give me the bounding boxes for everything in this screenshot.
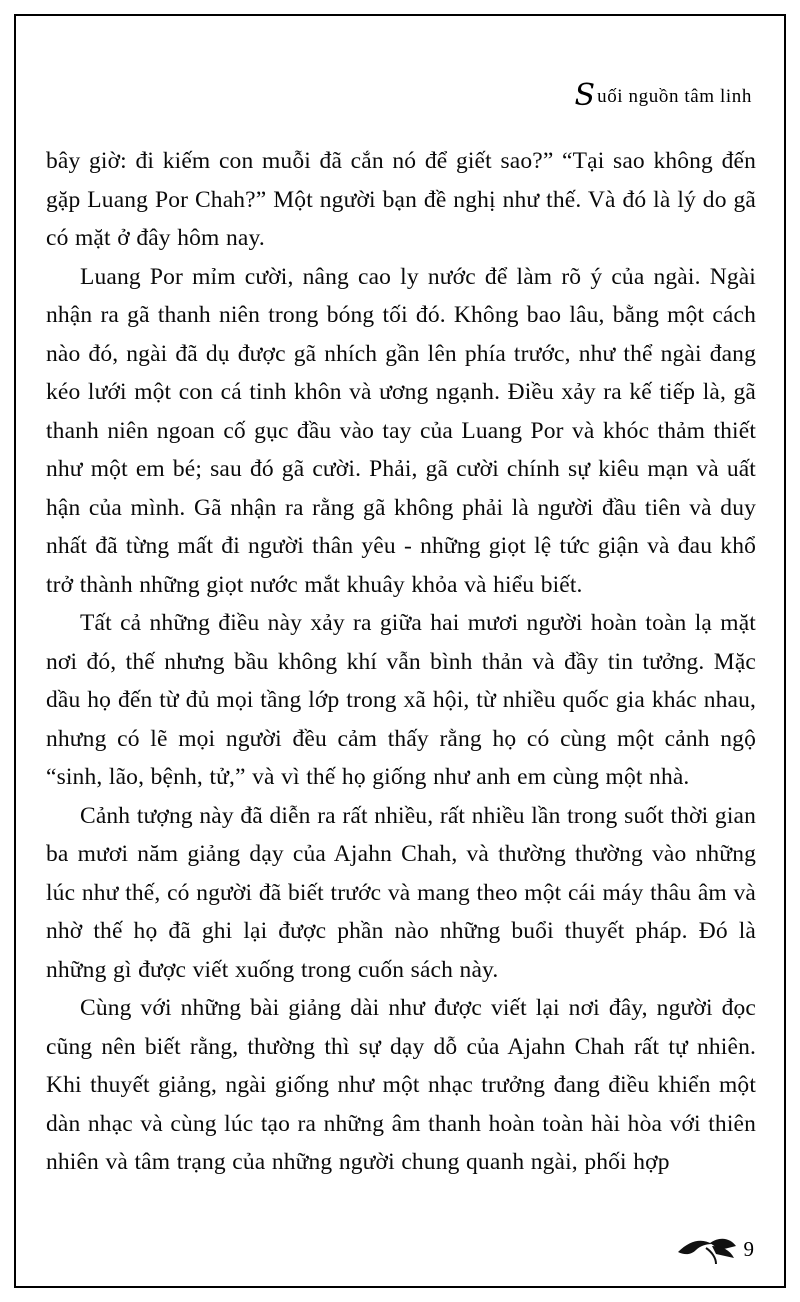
paragraph: bây giờ: đi kiếm con muỗi đã cắn nó để giết sao?” “Tại sao không đến gặp Luang Por Chah?” Một người bạn đề nghị như thế. Và đó là lý do gã có mặt ở đây hôm nay. — [46, 148, 756, 251]
paragraph: Cảnh tượng này đã diễn ra rất nhiều, rất nhiều lần trong suốt thời gian ba mươi năm giảng dạy của Ajahn Chah, và thường thường vào những lúc như thế, có người đã biết trước và mang theo một cái máy thâu âm và nhờ thế họ đã ghi lại được phần nào những buổi thuyết pháp. Đó là những gì được viết xuống trong cuốn sách này. — [46, 802, 756, 983]
page-number: 9 — [743, 1237, 754, 1261]
paragraph: Cùng với những bài giảng dài như được viết lại nơi đây, người đọc cũng nên biết rằng, thường thì sự dạy dỗ của Ajahn Chah rất tự nhiên. Khi thuyết giảng, ngài giống như một nhạc trưởng đang điều khiển một dàn nhạc và cùng lúc tạo ra những âm thanh hoàn toàn hài hòa với thiên nhiên và tâm trạng của những người chung quanh ngài, phối hợp — [46, 995, 756, 1175]
leaf-flourish-icon — [676, 1232, 740, 1266]
paragraph: Tất cả những điều này xảy ra giữa hai mươi người hoàn toàn lạ mặt nơi đó, thế nhưng bầu không khí vẫn bình thản và đầy tin tưởng. Mặc dầu họ đến từ đủ mọi tầng lớp trong xã hội, từ nhiều quốc gia khác nhau, nhưng có lẽ mọi người đều cảm thấy rằng họ có cùng một cảnh ngộ “sinh, lão, bệnh, tử,” và vì thế họ giống như anh em cùng một nhà. — [46, 610, 756, 790]
header-title: uối nguồn tâm linh — [597, 86, 752, 107]
running-header — [574, 78, 752, 113]
page-footer — [676, 1230, 755, 1264]
header-dropcap: S — [574, 78, 596, 113]
page-body — [46, 142, 756, 1182]
paragraph: Luang Por mỉm cười, nâng cao ly nước để làm rõ ý của ngài. Ngài nhận ra gã thanh niên trong bóng tối đó. Không bao lâu, bằng một cách nào đó, ngài đã dụ được gã nhích gần lên phía trước, như thể ngài đang kéo lưới một con cá tinh khôn và ương ngạnh. Điều xảy ra kế tiếp là, gã thanh niên ngoan cố gục đầu vào tay của Luang Por và khóc thảm thiết như một em bé; sau đó gã cười. Phải, gã cười chính sự kiêu mạn và uất hận của mình. Gã nhận ra rằng gã không phải là người đầu tiên và duy nhất đã từng mất đi người thân yêu - những giọt lệ tức giận và đau khổ trở thành những giọt nước mắt khuây khỏa và hiểu biết. — [46, 263, 756, 598]
